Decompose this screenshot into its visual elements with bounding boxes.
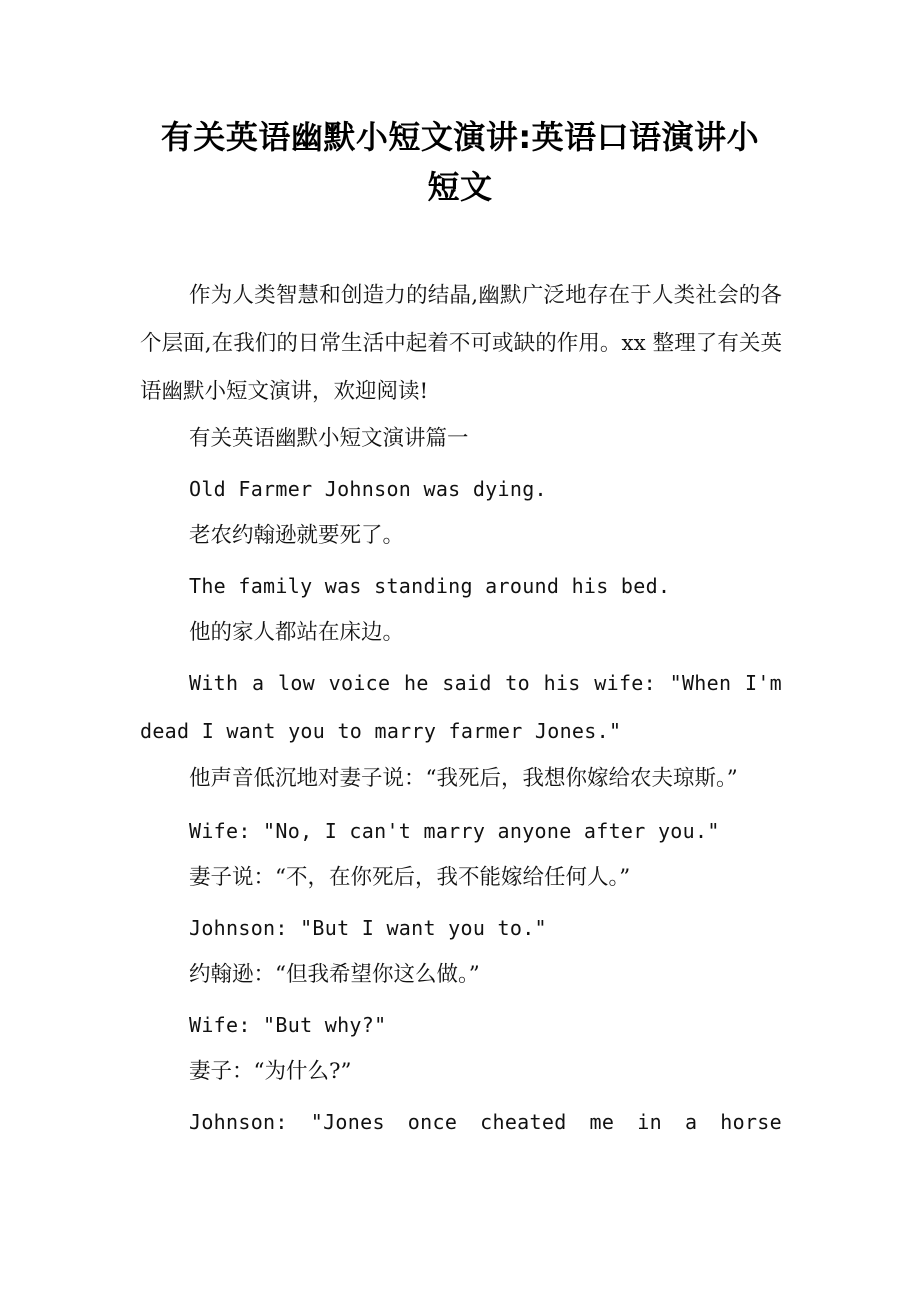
title-line-2: 短文: [427, 168, 493, 206]
section-heading: 有关英语幽默小短文演讲篇一: [189, 426, 469, 451]
chinese-line-2: 他的家人都站在床边。: [189, 620, 405, 645]
title-line-1: 有关英语幽默小短文演讲:英语口语演讲小: [160, 118, 760, 156]
english-line-1: Old Farmer Johnson was dying.: [189, 477, 547, 501]
english-line-4: Wife: "No, I can't marry anyone after you.": [189, 819, 720, 843]
chinese-line-4: 妻子说：“不，在你死后，我不能嫁给任何人。”: [189, 865, 631, 890]
chinese-line-5: 约翰逊：“但我希望你这么做。”: [189, 962, 480, 987]
english-line-2: The family was standing around his bed.: [189, 574, 671, 598]
chinese-line-6: 妻子：“为什么?”: [189, 1059, 352, 1084]
chinese-line-1: 老农约翰逊就要死了。: [189, 523, 405, 548]
english-line-3: With a low voice he said to his wife: "When I'm dead I want you to marry farmer Jones.": [140, 671, 782, 743]
english-line-5: Johnson: "But I want you to.": [189, 916, 547, 940]
intro-paragraph: 作为人类智慧和创造力的结晶,幽默广泛地存在于人类社会的各个层面,在我们的日常生活中起着不可或缺的作用。xx 整理了有关英语幽默小短文演讲，欢迎阅读!: [140, 283, 782, 404]
document-body: [140, 272, 782, 1146]
english-line-6: Wife: "But why?": [189, 1013, 387, 1037]
document-title: [140, 112, 780, 212]
english-line-7: Johnson: "Jones once cheated me in a horse: [189, 1110, 782, 1134]
chinese-line-3: 他声音低沉地对妻子说：“我死后，我想你嫁给农夫琼斯。”: [189, 766, 738, 791]
